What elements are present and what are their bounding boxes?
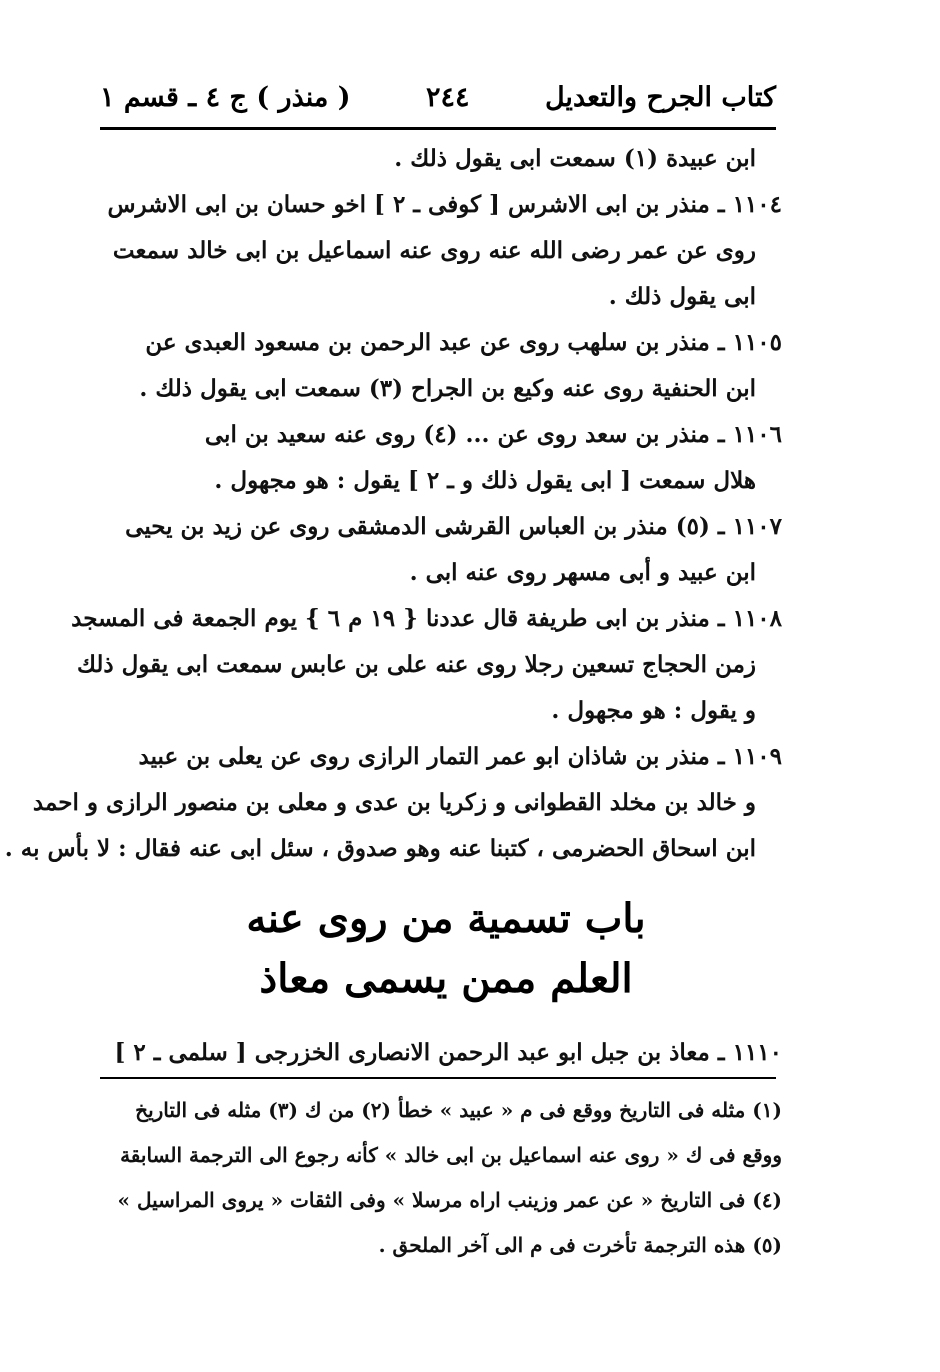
entry-1110-line: ١١١٠ ـ معاذ بن جبل ابو عبد الرحمن الانصارى الخزرجى [ سلمى ـ ٢ ] xyxy=(114,1039,782,1066)
footnote-line: (٤) فى التاريخ « عن عمر وزينب اراه مرسلا » وفى الثقات « يروى المراسيل » xyxy=(117,1188,782,1212)
footnote-line: ووقع فى ك « روى عنه اسماعيل بن ابى خالد » كأنه رجوع الى الترجمة السابقة xyxy=(120,1143,782,1167)
entry-1106-line: ١١٠٦ ـ منذر بن سعد روى عن ... (٤) روى عنه سعيد بن ابى xyxy=(204,421,782,448)
chapter-heading-line-2: العلم ممن يسمى معاذ xyxy=(259,955,633,1002)
body-line: ابن اسحاق الحضرمى ، كتبنا عنه وهو صدوق ، سئل ابى عنه فقال : لا بأس به . xyxy=(4,835,756,862)
body-line: و يقول : هو مجهول . xyxy=(551,697,756,724)
body-line: ابى يقول ذلك . xyxy=(608,283,756,310)
footnote-rule xyxy=(100,1077,776,1079)
entry-1104-line: ١١٠٤ ـ منذر بن ابى الاشرس [ كوفى ـ ٢ ] اخو حسان بن ابى الاشرس xyxy=(107,191,782,218)
entry-1105-line: ١١٠٥ ـ منذر بن سلهب روى عن عبد الرحمن بن مسعود العبدى عن xyxy=(145,329,782,356)
entry-1107-line: ١١٠٧ ـ (٥) منذر بن العباس القرشى الدمشقى روى عن زيد بن يحيى xyxy=(125,513,782,540)
footnote-line: (٥) هذه الترجمة تأخرت فى م الى آخر الملحق . xyxy=(378,1233,782,1257)
entries-body xyxy=(4,136,782,872)
book-title: كتاب الجرح والتعديل xyxy=(544,81,776,113)
entry-1108-line: ١١٠٨ ـ منذر بن ابى طريفة قال عددنا { ١٩ م ٦ } يوم الجمعة فى المسجد xyxy=(71,605,782,632)
running-header xyxy=(100,72,776,122)
body-line: ابن الحنفية روى عنه وكيع بن الجراح (٣) سمعت ابى يقول ذلك . xyxy=(139,375,756,402)
header-rule xyxy=(100,127,776,130)
body-line: روى عن عمر رضى الله عنه روى عنه اسماعيل بن ابى خالد سمعت xyxy=(112,237,756,264)
chapter-heading-line-1: باب تسمية من روى عنه xyxy=(246,895,646,942)
page-number: ٢٤٤ xyxy=(426,81,470,113)
body-line: ابن عبيد و أبى مسهر روى عنه ابى . xyxy=(409,559,756,586)
section-label: ( منذر ) ج ٤ ـ قسم ١ xyxy=(100,81,351,113)
entry-1109-line: ١١٠٩ ـ منذر بن شاذان ابو عمر التمار الرازى روى عن يعلى بن عبيد xyxy=(138,743,782,770)
body-line: و خالد بن مخلد القطوانى و زكريا بن عدى و معلى بن منصور الرازى و احمد xyxy=(32,789,756,816)
body-line: زمن الحجاج تسعين رجلا روى عنه على بن عابس سمعت ابى يقول ذلك xyxy=(76,651,756,678)
footnotes xyxy=(110,1088,782,1268)
body-line: ابن عبيدة (١) سمعت ابى يقول ذلك . xyxy=(394,145,756,172)
footnote-line: (١) مثله فى التاريخ ووقع فى م « عبيد » خطأ (٢) من ك (٣) مثله فى التاريخ xyxy=(135,1098,782,1122)
body-line: هلال سمعت [ ابى يقول ذلك و ـ ٢ ] يقول : هو مجهول . xyxy=(214,467,756,494)
